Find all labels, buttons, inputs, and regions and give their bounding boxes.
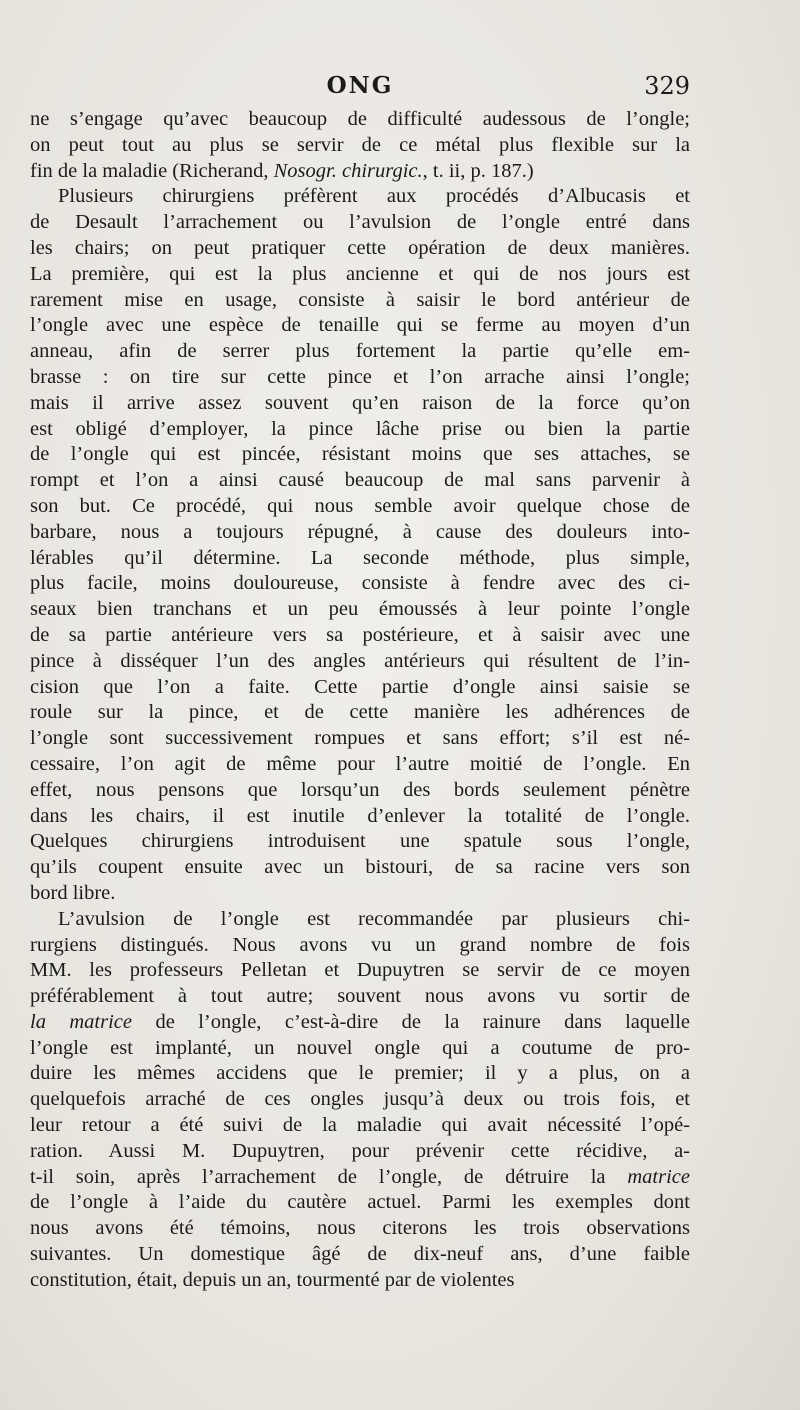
text-line: l’ongle avec une espèce de tenaille qui se ferme au moyen d’un	[30, 314, 690, 337]
paragraph	[30, 907, 690, 1294]
text-line: qu’ils coupent ensuite avec un bistouri, de sa racine vers son	[30, 856, 690, 879]
text-line: plus facile, moins douloureuse, consiste à fendre avec des ci-	[30, 572, 690, 595]
text-line: ration. Aussi M. Dupuytren, pour prévenir cette récidive, a-	[30, 1139, 690, 1162]
text-line: lérables qu’il détermine. La seconde méthode, plus simple,	[30, 546, 690, 569]
text-line: ne s’engage qu’avec beaucoup de difficulté audessous de l’ongle;	[30, 108, 690, 130]
italic-text: matrice	[627, 1165, 690, 1188]
text-line: cision que l’on a faite. Cette partie d’ongle ainsi saisie se	[30, 675, 690, 698]
text-line: rompt et l’on a ainsi causé beaucoup de mal sans parvenir à	[30, 469, 690, 492]
text-line: l’ongle sont successivement rompues et sans effort; s’il est né-	[30, 727, 690, 750]
text-line: pince à disséquer l’un des angles antérieurs qui résultent de l’in-	[30, 649, 690, 672]
text-line: fin de la maladie (Richerand, Nosogr. chirurgic., t. ii, p. 187.)	[30, 159, 534, 182]
text-line: barbare, nous a toujours répugné, à cause des douleurs into-	[30, 520, 690, 543]
text-line: son but. Ce procédé, qui nous semble avoir quelque chose de	[30, 494, 690, 517]
italic-text: la matrice	[30, 1010, 133, 1033]
text-line: de sa partie antérieure vers sa postérieure, et à saisir avec une	[30, 623, 690, 646]
text-line: nous avons été témoins, nous citerons les trois observations	[30, 1217, 690, 1240]
text-line: rurgiens distingués. Nous avons vu un grand nombre de fois	[30, 933, 690, 956]
text-line: t-il soin, après l’arrachement de l’ongle, de détruire la matrice	[30, 1165, 690, 1188]
text-line: seaux bien tranchans et un peu émoussés à leur pointe l’ongle	[30, 598, 690, 621]
text-line: la matrice de l’ongle, c’est-à-dire de la rainure dans laquelle	[30, 1010, 690, 1033]
text-line: La première, qui est la plus ancienne et qui de nos jours est	[30, 262, 690, 285]
text-line: rarement mise en usage, consiste à saisir le bord antérieur de	[30, 288, 690, 311]
text-line: Plusieurs chirurgiens préfèrent aux procédés d’Albucasis et	[58, 185, 690, 208]
text-line: roule sur la pince, et de cette manière les adhérences de	[30, 701, 690, 724]
text-line: quelquefois arraché de ces ongles jusqu’à deux ou trois fois, et	[30, 1088, 690, 1111]
text-line: l’ongle est implanté, un nouvel ongle qui a coutume de pro-	[30, 1036, 690, 1059]
italic-text: Nosogr. chirurgic.	[273, 159, 423, 182]
page-header	[30, 72, 690, 108]
text-line: brasse : on tire sur cette pince et l’on arrache ainsi l’ongle;	[30, 365, 690, 388]
text-line: de Desault l’arrachement ou l’avulsion de l’ongle entré dans	[30, 211, 690, 234]
text-line: mais il arrive assez souvent qu’en raison de la force qu’on	[30, 391, 690, 414]
text-line: effet, nous pensons que lorsqu’un des bords seulement pénètre	[30, 778, 690, 801]
page-number: 329	[644, 72, 690, 100]
text-line: Quelques chirurgiens introduisent une spatule sous l’ongle,	[30, 830, 690, 853]
paragraph	[30, 107, 690, 184]
text-line: duire les mêmes accidens que le premier; il y a plus, on a	[30, 1062, 690, 1085]
text-line: cessaire, l’on agit de même pour l’autre moitié de l’ongle. En	[30, 752, 690, 775]
text-line: préférablement à tout autre; souvent nous avons vu sortir de	[30, 985, 690, 1008]
text-line: anneau, afin de serrer plus fortement la partie qu’elle em-	[30, 340, 690, 363]
text-line: de l’ongle à l’aide du cautère actuel. Parmi les exemples dont	[30, 1191, 690, 1214]
text-line: les chairs; on peut pratiquer cette opération de deux manières.	[30, 236, 690, 259]
text-line: de l’ongle qui est pincée, résistant moins que ses attaches, se	[30, 443, 690, 466]
body-text	[30, 107, 690, 1294]
text-line: MM. les professeurs Pelletan et Dupuytren se servir de ce moyen	[30, 959, 690, 982]
paragraph	[30, 184, 690, 906]
text-line: est obligé d’employer, la pince lâche prise ou bien la partie	[30, 417, 690, 440]
running-head: ONG	[326, 72, 394, 99]
text-line: L’avulsion de l’ongle est recommandée par plusieurs chi-	[58, 907, 690, 930]
text-line: leur retour a été suivi de la maladie qui avait nécessité l’opé-	[30, 1114, 690, 1137]
text-line: constitution, était, depuis un an, tourmenté par de violentes	[30, 1268, 515, 1291]
text-line: dans les chairs, il est inutile d’enlever la totalité de l’ongle.	[30, 804, 690, 827]
text-line: suivantes. Un domestique âgé de dix-neuf ans, d’une faible	[30, 1243, 690, 1266]
text-line: bord libre.	[30, 881, 116, 904]
text-line: on peut tout au plus se servir de ce métal plus flexible sur la	[30, 133, 690, 156]
